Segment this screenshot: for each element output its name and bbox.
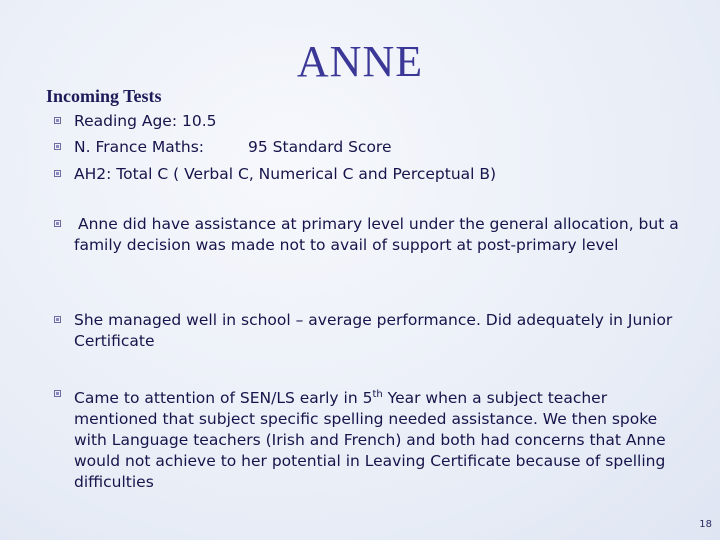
bullet-text: She managed well in school – average performance. Did adequately in Junior Certificate <box>74 311 673 350</box>
bullet-maths <box>54 137 694 158</box>
slide-number: 18 <box>699 519 712 530</box>
square-bullet-icon <box>54 390 61 397</box>
square-bullet-icon <box>54 170 61 177</box>
bullet-text-wrap <box>74 384 694 493</box>
bullet-text: Anne did have assistance at primary level under the general allocation, but a family decision was made not to avail of support at post-primary level <box>74 215 679 254</box>
bullet-ah2 <box>54 164 694 185</box>
bullet-sen-ls <box>54 384 694 493</box>
bullet-primary-assistance <box>54 214 694 256</box>
bullet-reading-age <box>54 111 694 132</box>
bullet-text: Reading Age: 10.5 <box>74 112 217 130</box>
slide-title: ANNE <box>296 37 424 86</box>
bullet-school-performance <box>54 310 694 352</box>
bullet-text-continued: Year when a subject teacher mentioned that subject specific spelling needed assistance. We then spoke with Language teachers (Irish and French) and both had concerns that Anne would not achieve to her potential in Leaving Certificate because of spelling difficulties <box>74 389 666 492</box>
bullet-text: Came to attention of SEN/LS early in 5 <box>74 389 373 408</box>
ordinal-suffix: th <box>372 389 383 400</box>
bullet-text-wrap <box>74 137 694 158</box>
section-heading: Incoming Tests <box>46 86 162 106</box>
bullet-text: N. France Maths: <box>74 138 204 156</box>
square-bullet-icon <box>54 220 61 227</box>
square-bullet-icon <box>54 143 61 150</box>
square-bullet-icon <box>54 316 61 323</box>
bullet-text: AH2: Total C ( Verbal C, Numerical C and Perceptual B) <box>74 165 497 183</box>
square-bullet-icon <box>54 117 61 124</box>
maths-score: 95 Standard Score <box>248 138 392 156</box>
